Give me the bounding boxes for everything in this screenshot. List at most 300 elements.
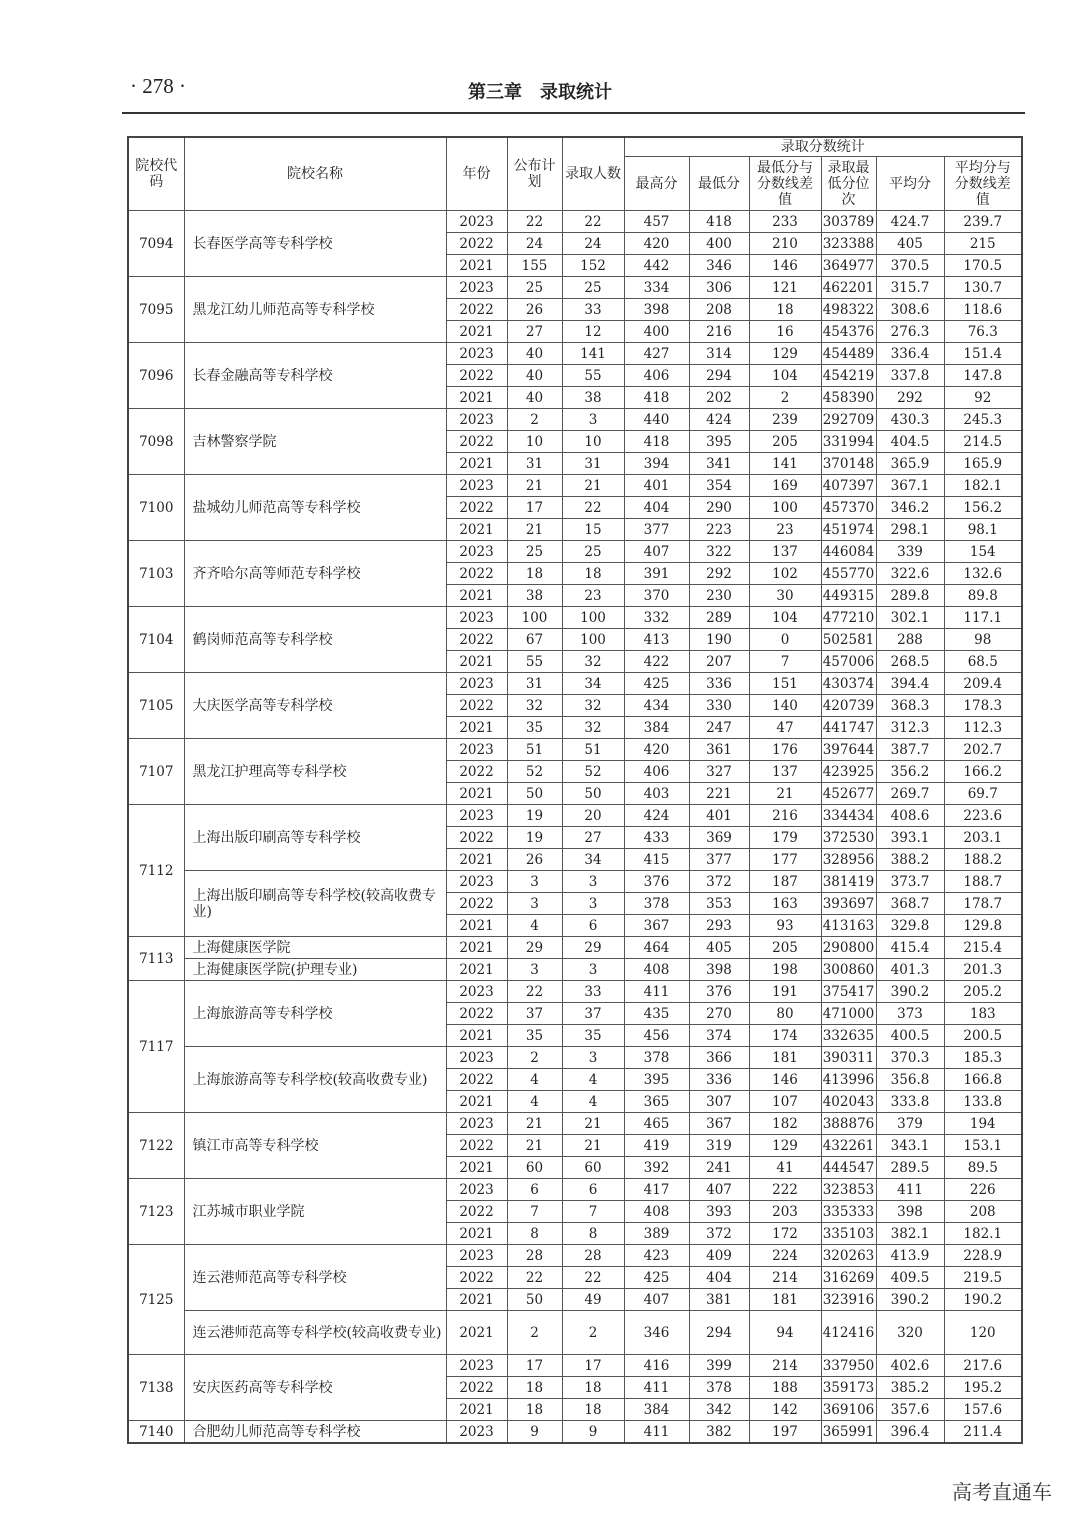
cell-avg-diff: 215.4 [944, 937, 1022, 959]
cell-min: 381 [689, 1289, 749, 1311]
cell-min-diff: 30 [749, 585, 821, 607]
cell-avg-diff: 217.6 [944, 1355, 1022, 1377]
cell-max: 442 [624, 255, 689, 277]
cell-min: 372 [689, 871, 749, 893]
cell-avg: 413.9 [876, 1245, 944, 1267]
cell-min-rank: 451974 [821, 519, 876, 541]
cell-max: 407 [624, 541, 689, 563]
cell-admitted: 15 [562, 519, 624, 541]
cell-avg: 343.1 [876, 1135, 944, 1157]
cell-year: 2021 [446, 1223, 507, 1245]
cell-avg: 388.2 [876, 849, 944, 871]
cell-max: 411 [624, 981, 689, 1003]
cell-max: 398 [624, 299, 689, 321]
school-name: 吉林警察学院 [184, 409, 446, 475]
cell-plan: 3 [507, 959, 562, 981]
school-name: 上海健康医学院(护理专业) [184, 959, 446, 981]
table-row [128, 1047, 1022, 1069]
cell-min-diff: 0 [749, 629, 821, 651]
cell-min-rank: 328956 [821, 849, 876, 871]
cell-plan: 26 [507, 299, 562, 321]
cell-max: 376 [624, 871, 689, 893]
cell-min: 400 [689, 233, 749, 255]
cell-min-diff: 169 [749, 475, 821, 497]
cell-min-diff: 100 [749, 497, 821, 519]
cell-plan: 29 [507, 937, 562, 959]
cell-avg-diff: 117.1 [944, 607, 1022, 629]
cell-year: 2022 [446, 1201, 507, 1223]
cell-min: 376 [689, 981, 749, 1003]
header-divider [122, 112, 1025, 114]
cell-plan: 32 [507, 695, 562, 717]
cell-year: 2021 [446, 937, 507, 959]
cell-admitted: 55 [562, 365, 624, 387]
school-name: 上海旅游高等专科学校(较高收费专业) [184, 1047, 446, 1113]
header-code: 院校代码 [128, 137, 184, 211]
cell-min-diff: 177 [749, 849, 821, 871]
cell-avg-diff: 120 [944, 1311, 1022, 1355]
cell-min: 424 [689, 409, 749, 431]
cell-min-diff: 18 [749, 299, 821, 321]
school-code: 7100 [128, 475, 184, 541]
cell-admitted: 27 [562, 827, 624, 849]
cell-avg-diff: 223.6 [944, 805, 1022, 827]
cell-min: 314 [689, 343, 749, 365]
cell-max: 427 [624, 343, 689, 365]
table-row [128, 805, 1022, 827]
cell-max: 378 [624, 893, 689, 915]
cell-max: 457 [624, 211, 689, 233]
cell-avg: 337.8 [876, 365, 944, 387]
cell-admitted: 10 [562, 431, 624, 453]
school-code: 7104 [128, 607, 184, 673]
cell-plan: 67 [507, 629, 562, 651]
school-code: 7094 [128, 211, 184, 277]
cell-year: 2023 [446, 1113, 507, 1135]
cell-min-rank: 462201 [821, 277, 876, 299]
cell-admitted: 20 [562, 805, 624, 827]
cell-avg: 339 [876, 541, 944, 563]
cell-min: 241 [689, 1157, 749, 1179]
cell-admitted: 4 [562, 1069, 624, 1091]
cell-avg: 276.3 [876, 321, 944, 343]
cell-min-rank: 290800 [821, 937, 876, 959]
cell-min: 367 [689, 1113, 749, 1135]
cell-min-diff: 129 [749, 1135, 821, 1157]
cell-avg: 269.7 [876, 783, 944, 805]
cell-admitted: 60 [562, 1157, 624, 1179]
cell-min-diff: 142 [749, 1399, 821, 1421]
cell-min-rank: 420739 [821, 695, 876, 717]
cell-min-diff: 102 [749, 563, 821, 585]
cell-avg-diff: 202.7 [944, 739, 1022, 761]
cell-avg-diff: 201.3 [944, 959, 1022, 981]
cell-plan: 18 [507, 563, 562, 585]
cell-max: 456 [624, 1025, 689, 1047]
cell-year: 2022 [446, 893, 507, 915]
page-number: · 278 · [130, 74, 186, 98]
cell-year: 2021 [446, 959, 507, 981]
cell-year: 2022 [446, 563, 507, 585]
cell-min-rank: 334434 [821, 805, 876, 827]
cell-admitted: 3 [562, 871, 624, 893]
school-code: 7098 [128, 409, 184, 475]
cell-min-diff: 94 [749, 1311, 821, 1355]
cell-admitted: 34 [562, 849, 624, 871]
cell-year: 2021 [446, 783, 507, 805]
cell-plan: 51 [507, 739, 562, 761]
cell-avg: 405 [876, 233, 944, 255]
cell-min: 354 [689, 475, 749, 497]
cell-max: 332 [624, 607, 689, 629]
cell-year: 2021 [446, 1399, 507, 1421]
cell-plan: 52 [507, 761, 562, 783]
cell-min: 247 [689, 717, 749, 739]
cell-admitted: 4 [562, 1091, 624, 1113]
cell-admitted: 33 [562, 981, 624, 1003]
cell-min-diff: 197 [749, 1421, 821, 1444]
header-min: 最低分 [689, 157, 749, 211]
cell-admitted: 17 [562, 1355, 624, 1377]
cell-avg: 292 [876, 387, 944, 409]
cell-avg: 356.8 [876, 1069, 944, 1091]
cell-admitted: 3 [562, 959, 624, 981]
cell-avg: 411 [876, 1179, 944, 1201]
cell-plan: 19 [507, 827, 562, 849]
cell-min-diff: 205 [749, 431, 821, 453]
cell-admitted: 18 [562, 1377, 624, 1399]
cell-admitted: 7 [562, 1201, 624, 1223]
cell-max: 464 [624, 937, 689, 959]
table-row [128, 277, 1022, 299]
cell-avg-diff: 133.8 [944, 1091, 1022, 1113]
cell-admitted: 50 [562, 783, 624, 805]
cell-min: 327 [689, 761, 749, 783]
cell-year: 2021 [446, 519, 507, 541]
cell-min-rank: 375417 [821, 981, 876, 1003]
cell-plan: 8 [507, 1223, 562, 1245]
table-row [128, 871, 1022, 893]
cell-year: 2022 [446, 365, 507, 387]
cell-min-rank: 381419 [821, 871, 876, 893]
cell-max: 404 [624, 497, 689, 519]
cell-max: 395 [624, 1069, 689, 1091]
cell-admitted: 9 [562, 1421, 624, 1444]
cell-admitted: 25 [562, 541, 624, 563]
cell-max: 434 [624, 695, 689, 717]
cell-max: 408 [624, 959, 689, 981]
cell-min-rank: 423925 [821, 761, 876, 783]
cell-max: 420 [624, 739, 689, 761]
table-row [128, 981, 1022, 1003]
cell-year: 2023 [446, 871, 507, 893]
cell-plan: 22 [507, 981, 562, 1003]
cell-min-rank: 402043 [821, 1091, 876, 1113]
school-name: 连云港师范高等专科学校 [184, 1245, 446, 1311]
cell-avg: 409.5 [876, 1267, 944, 1289]
cell-avg-diff: 209.4 [944, 673, 1022, 695]
cell-plan: 7 [507, 1201, 562, 1223]
cell-avg-diff: 182.1 [944, 1223, 1022, 1245]
cell-plan: 35 [507, 1025, 562, 1047]
cell-avg: 308.6 [876, 299, 944, 321]
cell-max: 389 [624, 1223, 689, 1245]
cell-max: 408 [624, 1201, 689, 1223]
cell-min-diff: 176 [749, 739, 821, 761]
cell-min: 399 [689, 1355, 749, 1377]
cell-min-rank: 332635 [821, 1025, 876, 1047]
cell-avg-diff: 147.8 [944, 365, 1022, 387]
cell-max: 406 [624, 365, 689, 387]
cell-min-rank: 454489 [821, 343, 876, 365]
cell-min-diff: 198 [749, 959, 821, 981]
header-score-group: 录取分数统计 [624, 137, 1022, 157]
cell-min-diff: 179 [749, 827, 821, 849]
cell-max: 394 [624, 453, 689, 475]
cell-min-rank: 388876 [821, 1113, 876, 1135]
cell-min: 404 [689, 1267, 749, 1289]
table-row [128, 739, 1022, 761]
cell-avg-diff: 157.6 [944, 1399, 1022, 1421]
cell-plan: 25 [507, 541, 562, 563]
cell-max: 418 [624, 387, 689, 409]
cell-admitted: 22 [562, 497, 624, 519]
cell-plan: 50 [507, 783, 562, 805]
cell-admitted: 22 [562, 211, 624, 233]
cell-plan: 21 [507, 1135, 562, 1157]
cell-plan: 21 [507, 519, 562, 541]
cell-min-diff: 203 [749, 1201, 821, 1223]
cell-min-rank: 303789 [821, 211, 876, 233]
cell-plan: 2 [507, 1311, 562, 1355]
cell-year: 2022 [446, 827, 507, 849]
header-max: 最高分 [624, 157, 689, 211]
cell-year: 2022 [446, 497, 507, 519]
cell-year: 2021 [446, 321, 507, 343]
cell-year: 2022 [446, 1003, 507, 1025]
cell-year: 2021 [446, 849, 507, 871]
cell-avg: 373 [876, 1003, 944, 1025]
cell-avg: 356.2 [876, 761, 944, 783]
cell-year: 2023 [446, 475, 507, 497]
cell-min-rank: 316269 [821, 1267, 876, 1289]
cell-min: 372 [689, 1223, 749, 1245]
cell-min-diff: 137 [749, 541, 821, 563]
table-row [128, 673, 1022, 695]
cell-avg: 298.1 [876, 519, 944, 541]
cell-max: 411 [624, 1421, 689, 1444]
cell-avg: 302.1 [876, 607, 944, 629]
cell-avg: 288 [876, 629, 944, 651]
cell-min-rank: 471000 [821, 1003, 876, 1025]
table-row [128, 959, 1022, 981]
cell-min-diff: 93 [749, 915, 821, 937]
cell-min-rank: 455770 [821, 563, 876, 585]
cell-avg-diff: 98.1 [944, 519, 1022, 541]
cell-max: 334 [624, 277, 689, 299]
cell-avg: 368.7 [876, 893, 944, 915]
cell-avg-diff: 178.7 [944, 893, 1022, 915]
school-name: 安庆医药高等专科学校 [184, 1355, 446, 1421]
school-code: 7112 [128, 805, 184, 937]
table-row [128, 343, 1022, 365]
cell-min-diff: 129 [749, 343, 821, 365]
cell-avg: 404.5 [876, 431, 944, 453]
cell-plan: 60 [507, 1157, 562, 1179]
cell-min-rank: 430374 [821, 673, 876, 695]
cell-year: 2021 [446, 255, 507, 277]
cell-min: 292 [689, 563, 749, 585]
cell-admitted: 32 [562, 695, 624, 717]
school-code: 7123 [128, 1179, 184, 1245]
cell-min: 346 [689, 255, 749, 277]
cell-max: 435 [624, 1003, 689, 1025]
cell-year: 2023 [446, 277, 507, 299]
cell-plan: 35 [507, 717, 562, 739]
cell-min-rank: 323388 [821, 233, 876, 255]
cell-avg: 379 [876, 1113, 944, 1135]
cell-avg-diff: 98 [944, 629, 1022, 651]
cell-min: 378 [689, 1377, 749, 1399]
cell-min-rank: 393697 [821, 893, 876, 915]
school-name: 盐城幼儿师范高等专科学校 [184, 475, 446, 541]
table-row [128, 607, 1022, 629]
table-row [128, 1245, 1022, 1267]
cell-avg: 408.6 [876, 805, 944, 827]
cell-min: 293 [689, 915, 749, 937]
cell-min-rank: 320263 [821, 1245, 876, 1267]
cell-min: 202 [689, 387, 749, 409]
school-code: 7140 [128, 1421, 184, 1444]
cell-min-rank: 331994 [821, 431, 876, 453]
cell-year: 2023 [446, 541, 507, 563]
cell-avg-diff: 185.3 [944, 1047, 1022, 1069]
cell-min-diff: 174 [749, 1025, 821, 1047]
cell-max: 465 [624, 1113, 689, 1135]
cell-min-rank: 413163 [821, 915, 876, 937]
cell-year: 2021 [446, 651, 507, 673]
cell-avg-diff: 165.9 [944, 453, 1022, 475]
cell-max: 424 [624, 805, 689, 827]
cell-avg: 322.6 [876, 563, 944, 585]
cell-max: 378 [624, 1047, 689, 1069]
cell-avg-diff: 153.1 [944, 1135, 1022, 1157]
cell-admitted: 28 [562, 1245, 624, 1267]
cell-year: 2023 [446, 607, 507, 629]
cell-admitted: 6 [562, 915, 624, 937]
cell-admitted: 6 [562, 1179, 624, 1201]
cell-max: 423 [624, 1245, 689, 1267]
cell-min-diff: 214 [749, 1355, 821, 1377]
cell-admitted: 49 [562, 1289, 624, 1311]
cell-plan: 4 [507, 1091, 562, 1113]
cell-min: 290 [689, 497, 749, 519]
cell-year: 2022 [446, 629, 507, 651]
table-row [128, 1113, 1022, 1135]
cell-avg: 402.6 [876, 1355, 944, 1377]
cell-year: 2023 [446, 211, 507, 233]
table-row [128, 1311, 1022, 1355]
cell-min: 221 [689, 783, 749, 805]
cell-admitted: 3 [562, 409, 624, 431]
cell-min-diff: 104 [749, 365, 821, 387]
cell-min-diff: 181 [749, 1047, 821, 1069]
cell-avg-diff: 170.5 [944, 255, 1022, 277]
cell-admitted: 51 [562, 739, 624, 761]
cell-avg-diff: 89.5 [944, 1157, 1022, 1179]
cell-avg-diff: 200.5 [944, 1025, 1022, 1047]
cell-min: 190 [689, 629, 749, 651]
cell-avg-diff: 183 [944, 1003, 1022, 1025]
cell-max: 384 [624, 717, 689, 739]
school-code: 7095 [128, 277, 184, 343]
cell-year: 2023 [446, 409, 507, 431]
header-name: 院校名称 [184, 137, 446, 211]
cell-plan: 4 [507, 1069, 562, 1091]
cell-max: 413 [624, 629, 689, 651]
cell-avg-diff: 239.7 [944, 211, 1022, 233]
cell-year: 2022 [446, 233, 507, 255]
cell-min-rank: 337950 [821, 1355, 876, 1377]
cell-min-diff: 224 [749, 1245, 821, 1267]
cell-plan: 22 [507, 1267, 562, 1289]
school-code: 7105 [128, 673, 184, 739]
cell-min-rank: 323916 [821, 1289, 876, 1311]
school-name: 上海健康医学院 [184, 937, 446, 959]
cell-min: 270 [689, 1003, 749, 1025]
cell-plan: 21 [507, 1113, 562, 1135]
cell-plan: 9 [507, 1421, 562, 1444]
school-name: 上海旅游高等专科学校 [184, 981, 446, 1047]
cell-year: 2021 [446, 453, 507, 475]
cell-plan: 40 [507, 387, 562, 409]
cell-min-rank: 335103 [821, 1223, 876, 1245]
cell-avg: 373.7 [876, 871, 944, 893]
cell-min-diff: 182 [749, 1113, 821, 1135]
cell-plan: 50 [507, 1289, 562, 1311]
cell-min-diff: 140 [749, 695, 821, 717]
cell-min: 395 [689, 431, 749, 453]
cell-min: 418 [689, 211, 749, 233]
cell-avg-diff: 188.7 [944, 871, 1022, 893]
cell-min-rank: 292709 [821, 409, 876, 431]
cell-min: 369 [689, 827, 749, 849]
cell-min-rank: 370148 [821, 453, 876, 475]
cell-min-rank: 458390 [821, 387, 876, 409]
cell-min-rank: 359173 [821, 1377, 876, 1399]
cell-admitted: 18 [562, 1399, 624, 1421]
cell-max: 391 [624, 563, 689, 585]
cell-year: 2023 [446, 805, 507, 827]
cell-avg: 401.3 [876, 959, 944, 981]
cell-min-rank: 300860 [821, 959, 876, 981]
cell-avg-diff: 112.3 [944, 717, 1022, 739]
cell-min: 330 [689, 695, 749, 717]
cell-year: 2023 [446, 1245, 507, 1267]
cell-max: 425 [624, 1267, 689, 1289]
cell-max: 416 [624, 1355, 689, 1377]
cell-avg: 390.2 [876, 981, 944, 1003]
table-row [128, 1179, 1022, 1201]
cell-admitted: 8 [562, 1223, 624, 1245]
cell-max: 420 [624, 233, 689, 255]
school-code: 7107 [128, 739, 184, 805]
cell-admitted: 37 [562, 1003, 624, 1025]
cell-plan: 22 [507, 211, 562, 233]
cell-min: 377 [689, 849, 749, 871]
header-year: 年份 [446, 137, 507, 211]
table-row [128, 475, 1022, 497]
